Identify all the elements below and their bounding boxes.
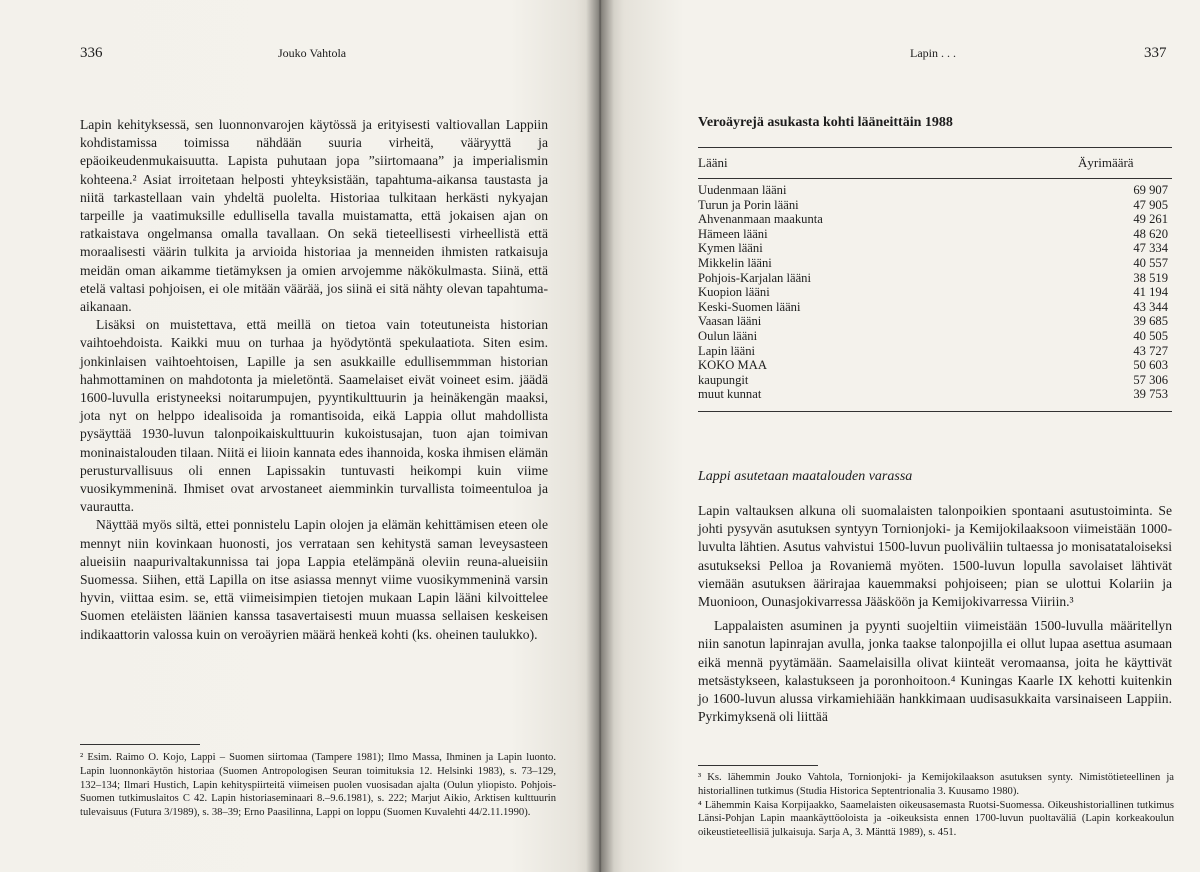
province-name: Hämeen lääni bbox=[698, 226, 768, 241]
province-name: Mikkelin lääni bbox=[698, 255, 772, 270]
table-header-province: Lääni bbox=[698, 155, 728, 170]
paragraph: Lapin kehityksessä, sen luonnonvarojen käytössä ja erityisesti valtiovallan Lappiin kohdistamissa toimissa nähdään suuria virheitä, vääryyttä ja epäoikeudenmukaisuutta. Lapista puhutaan jopa ”siirtomaana” ja imperialismin kohteena.² Asiat irroitetaan helposti yhteyksistään, tapahtuma-aikansa taustasta ja niitä tarkastellaan vain yhdeltä puolelta. Historiaa tulkitaan herkästi nykyajan tarpeille ja vaatimuksille edullisella tavalla muistamatta, että jokaisen ajan on ratkaistava ongelmansa omalla tavallaan. On sekä tieteellisesti virheellistä että moraalisesti väärin tulkita ja arvioida historiaa ja menneiden ihmisten ratkaisuja meidän oman aikamme tietämyksen ja omien arvojemme näkökulmasta. Siinä, että etelä valtasi pohjoisen, ei ole mitään väärää, jos siinä ei sitä nähty olevan tapahtuma-aikanaan. bbox=[80, 117, 548, 315]
left-body-text bbox=[80, 116, 548, 644]
table-row bbox=[698, 198, 1168, 213]
table-rule-top bbox=[698, 147, 1172, 148]
province-name: muut kunnat bbox=[698, 387, 762, 402]
table-row bbox=[698, 227, 1168, 242]
table-row bbox=[698, 358, 1168, 373]
footnote-divider bbox=[698, 765, 818, 766]
running-head-left: Jouko Vahtola bbox=[278, 46, 347, 60]
province-name: Keski-Suomen lääni bbox=[698, 299, 801, 314]
tax-units-value: 39 685 bbox=[1133, 314, 1168, 329]
tax-units-value: 39 753 bbox=[1133, 387, 1168, 402]
table-row bbox=[698, 314, 1168, 329]
tax-units-value: 40 557 bbox=[1133, 255, 1168, 270]
province-name: Oulun lääni bbox=[698, 328, 758, 343]
table-title: Veroäyrejä asukasta kohti lääneittäin 1988 bbox=[698, 115, 953, 130]
right-body-text bbox=[698, 502, 1172, 726]
section-heading: Lappi asutetaan maatalouden varassa bbox=[698, 469, 913, 484]
tax-units-value: 43 344 bbox=[1133, 299, 1168, 314]
table-row bbox=[698, 212, 1168, 227]
table-row bbox=[698, 183, 1168, 198]
tax-units-value: 69 907 bbox=[1133, 183, 1168, 197]
province-name: Turun ja Porin lääni bbox=[698, 197, 799, 212]
footnotes-left bbox=[80, 751, 556, 820]
tax-units-value: 38 519 bbox=[1133, 270, 1168, 285]
province-name: Kymen lääni bbox=[698, 241, 763, 256]
page-number-left: 336 bbox=[80, 45, 103, 61]
table-row bbox=[698, 285, 1168, 300]
table-row bbox=[698, 241, 1168, 256]
tax-units-value: 48 620 bbox=[1133, 226, 1168, 241]
paragraph: Lisäksi on muistettava, että meillä on tietoa vain toteutuneista historian vaihtoehdoista. Kaikki muu on turhaa ja hyödytöntä spekulaatiota. Siten esim. jonkinlaisen vaihtoehtoisen, Lapille ja sen asukkaille edullisemmman historian hahmottaminen on mahdotonta ja mieletöntä. Saamelaiset eivät voineet esim. jäädä 1600-luvulla eristyneeksi noitarumpujen, pyyntikulttuurin ja heinäkengän maaksi, jota nyt on helppo idealisoida ja romantisoida, eikä Lappia ollut mahdollista pysäyttää 1930-luvun talonpoikaiskulttuurin kukoistusajan, tuon ajan toimivan moninaistalouden tilaan. Niitä ei liioin kannata edes ihannoida, koska ihmisen elämän perusturvallisuus oli ennen Lapissakin tuntuvasti heikompi kuin viime vuosikymmeninä. Ihmiset ovat arvostaneet aiemminkin turvallista toimeentuloa ja vaurautta. bbox=[80, 317, 548, 515]
table-rule-header bbox=[698, 178, 1172, 179]
province-name: Vaasan lääni bbox=[698, 314, 762, 329]
table-row bbox=[698, 387, 1168, 402]
paragraph: Lappalaisten asuminen ja pyynti suojeltiin viimeistään 1500-luvulla määritellyn niin sanotun lapinrajan avulla, jonka taakse talonpojilla ei ollut lupaa asettua asumaan eikä mennä pyytämään. Saamelaisilla olivat kiinteät veromaansa, joita he käyttivät metsästykseen, kalastukseen ja poronhoitoon.⁴ Kuningas Kaarle IX kehotti kuitenkin jo 1600-luvun alussa virkamiehiään hankkimaan uudisasukkaita varsinaiseen Lappiin. Pyrkimyksenä oli liittää bbox=[698, 618, 1172, 725]
province-name: Kuopion lääni bbox=[698, 285, 770, 300]
table-row bbox=[698, 271, 1168, 286]
tax-units-value: 47 334 bbox=[1133, 241, 1168, 256]
footnote: ⁴ Lähemmin Kaisa Korpijaakko, Saamelaisten oikeusasemasta Ruotsi-Suomessa. Oikeushistoriallinen tutkimus Länsi-Pohjan Lapin maankäyttöoloista ja -oikeuksista ennen 1700-luvun puoltaväliä (Lapin korkeakoulun oikeustieteellisiä julkaisuja. Sarja A, 3. Mänttä 1989), s. 451. bbox=[698, 799, 1174, 839]
table-header-value: Äyrimäärä bbox=[1078, 155, 1134, 170]
province-name: kaupungit bbox=[698, 372, 749, 387]
tax-units-value: 50 603 bbox=[1133, 358, 1168, 373]
page-number-right: 337 bbox=[1144, 45, 1167, 61]
province-name: Lapin lääni bbox=[698, 343, 755, 358]
tax-units-value: 57 306 bbox=[1133, 372, 1168, 387]
tax-units-value: 47 905 bbox=[1133, 197, 1168, 212]
province-name: Ahvenanmaan maakunta bbox=[698, 212, 823, 227]
paragraph: Lapin valtauksen alkuna oli suomalaisten talonpoikien spontaani asutustoiminta. Se johti pysyvän asutuksen syntyyn Tornionjoki- ja Kemijokilaaksoon viimeistään 1000-luvulta lähtien. Asutus vahvistui 1500-luvun puoliväliin tultaessa jo monisatataloiseksi asutukseksi Pelloa ja Rovaniemä myöten. 1500-luvun lopulla savolaiset lähtivät viemään asutuksen äärirajaa kauemmaksi pohjoiseen; pian se ulottui Kolariin ja Muonioon, Ounasjokivarressa Jääsköön ja Kemijokivarressa Viiriin.³ bbox=[698, 503, 1172, 610]
footnote: ³ Ks. lähemmin Jouko Vahtola, Tornionjoki- ja Kemijokilaakson asutuksen synty. Nimistötieteellinen ja historiallinen tutkimus (Studia Historica Septentrionalia 3. Kuusamo 1980). bbox=[698, 772, 1174, 797]
province-name: Uudenmaan lääni bbox=[698, 183, 787, 197]
table-row bbox=[698, 373, 1168, 388]
table-row bbox=[698, 329, 1168, 344]
table-row bbox=[698, 344, 1168, 359]
footnotes-right bbox=[698, 771, 1174, 840]
paragraph: Näyttää myös siltä, ettei ponnistelu Lapin olojen ja elämän kehittämisen eteen ole mennyt niin kovinkaan huonosti, jos verrataan sen kehitystä saman leveysasteen alueisiin naapurivaltakunnissa tai jopa Lappia etelämpänä oleviin reuna-alueisiin Suomessa. Siihen, että Lapilla on itse asiassa mennyt viime vuosikymmeninä varsin hyvin, viittaa esim. se, että viimeisimpien tietojen mukaan Lapin lääni kilvoittelee Suomen eteläisten läänien kanssa tasavertaisesti muun muassa sellaisen keskeisen indikaattorin valossa kuin on veroäyrien määrä henkeä kohti (ks. oheinen taulukko). bbox=[80, 517, 548, 642]
province-name: KOKO MAA bbox=[698, 358, 767, 373]
footnote-divider bbox=[80, 744, 200, 745]
footnote: ² Esim. Raimo O. Kojo, Lappi – Suomen siirtomaa (Tampere 1981); Ilmo Massa, Ihminen ja Lapin luonto. Lapin luonnonkäytön historiaa (Suomen Antropologisen Seuran toimituksia 12. Helsinki 1983), s. 73–129, 132–134; Ilmari Hustich, Lapin kehityspiirteitä viimeisen puolen vuosisadan ajalta (Oulun yliopisto. Pohjois-Suomen tutkimuslaitos C 42. Lapin historiaseminaari 8.–9.6.1981), s. 222; Marjut Aikio, Arktisen kulttuurin tulevaisuus (Futura 3/1989), s. 38–39; Erno Paasilinna, Lappi on loppu (Suomen Kuvalehti 44/2.11.1990). bbox=[80, 752, 556, 819]
running-head-right: Lapin . . . bbox=[910, 46, 956, 60]
table-row bbox=[698, 256, 1168, 271]
tax-table-body bbox=[698, 183, 1168, 402]
tax-units-value: 40 505 bbox=[1133, 328, 1168, 343]
tax-units-value: 41 194 bbox=[1133, 285, 1168, 300]
tax-units-value: 49 261 bbox=[1133, 212, 1168, 227]
table-rule-bottom bbox=[698, 411, 1172, 412]
tax-units-value: 43 727 bbox=[1133, 343, 1168, 358]
table-row bbox=[698, 300, 1168, 315]
province-name: Pohjois-Karjalan lääni bbox=[698, 270, 811, 285]
right-page bbox=[600, 0, 1200, 872]
